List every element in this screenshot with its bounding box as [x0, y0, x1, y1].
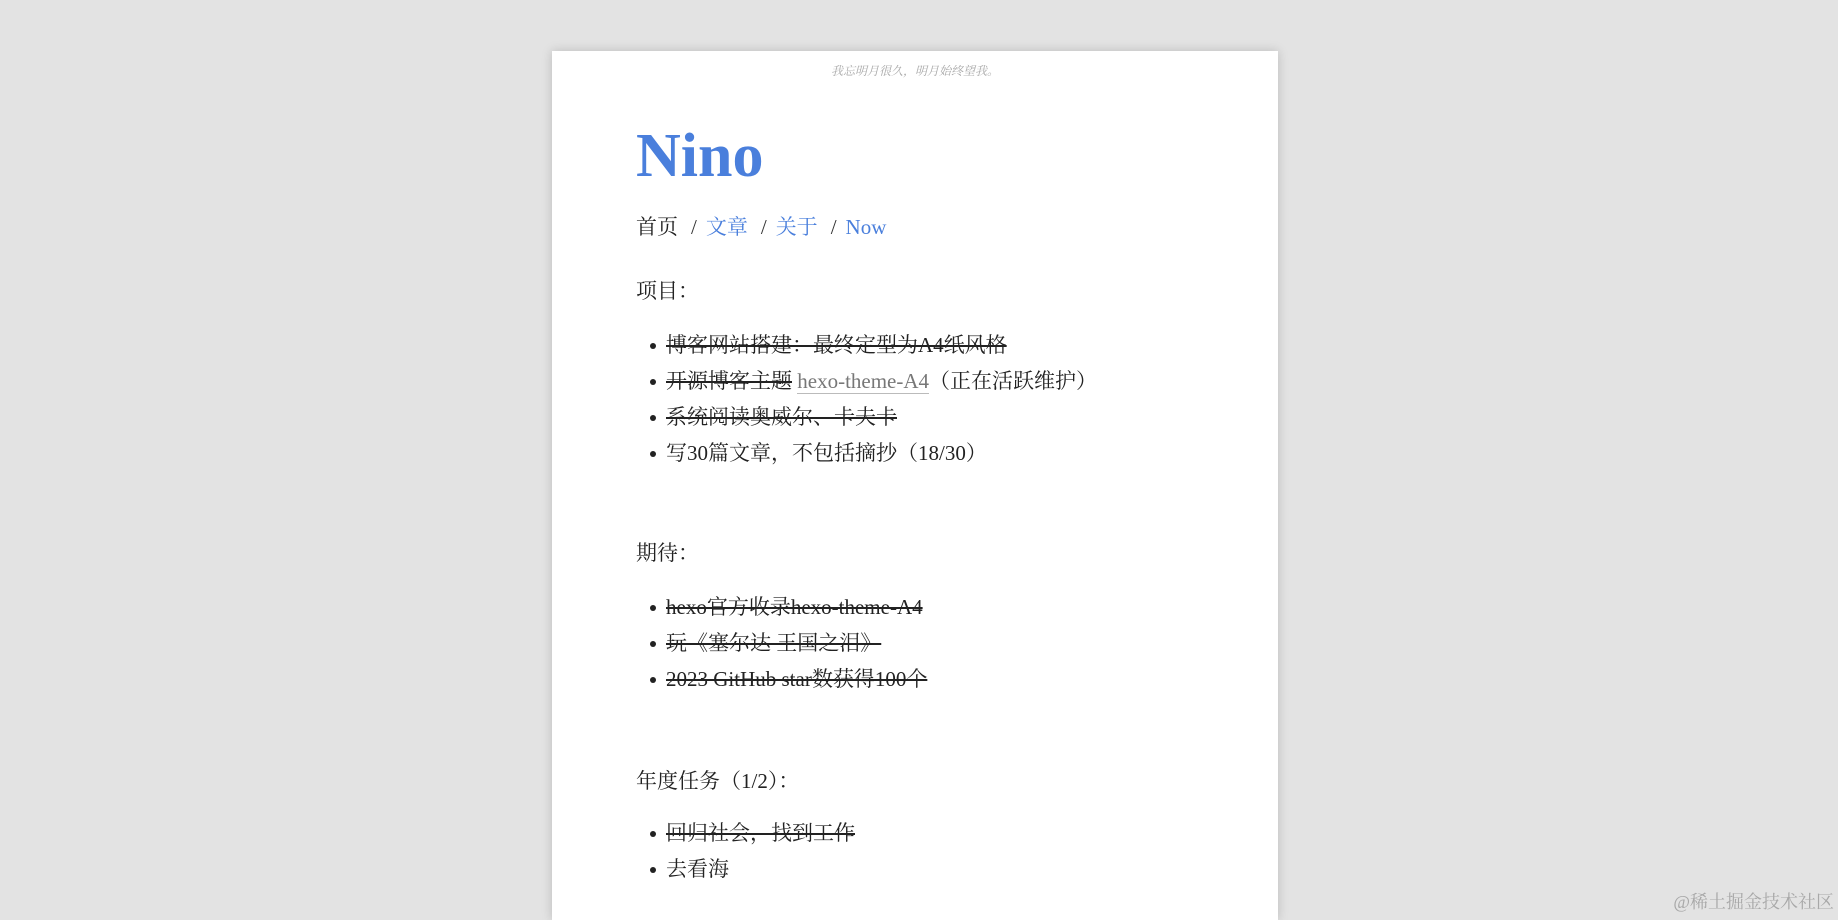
hexo-theme-link[interactable]: hexo-theme-A4: [797, 369, 930, 393]
list-item-text: 玩《塞尔达 王国之泪》: [666, 631, 882, 655]
nav-item-articles[interactable]: 文章: [705, 215, 748, 239]
nav-separator: /: [760, 215, 767, 239]
nav-item-home[interactable]: 首页: [636, 215, 678, 239]
paper-page: [552, 51, 1278, 920]
nav-separator: /: [830, 215, 837, 239]
expectations-list: [636, 589, 1236, 697]
section-heading-expectations: 期待：: [636, 541, 699, 565]
list-item: [666, 363, 1236, 399]
main-content: [636, 121, 1236, 887]
section-heading-annual-tasks: 年度任务（1/2）：: [636, 769, 800, 793]
watermark: @稀土掘金技术社区: [1673, 892, 1834, 912]
list-item: [666, 589, 1236, 625]
site-title[interactable]: Nino: [636, 122, 764, 190]
annual-tasks-list: [636, 815, 1236, 887]
list-item: [666, 815, 1236, 851]
list-item-text: 博客网站搭建：最终定型为A4纸风格: [666, 333, 1007, 357]
list-item-text: 开源博客主题: [666, 369, 792, 393]
list-item: [666, 399, 1236, 435]
nav-separator: /: [691, 215, 697, 239]
list-item-text: 系统阅读奥威尔、卡夫卡: [666, 405, 897, 429]
nav-bar: [636, 213, 1236, 241]
list-item-text: 2023 GitHub star数获得100个: [666, 667, 928, 691]
projects-list: [636, 327, 1236, 471]
list-item-text: 去看海: [666, 857, 729, 881]
list-item-text: 写30篇文章，不包括摘抄（18/30）: [666, 441, 987, 465]
list-item: [666, 327, 1236, 363]
section-heading-projects: 项目：: [636, 279, 699, 303]
list-item: [666, 435, 1236, 471]
list-item: [666, 661, 1236, 697]
list-item-text: hexo官方收录hexo-theme-A4: [666, 595, 923, 619]
motto-text: 我忘明月很久，明月始终望我。: [830, 64, 999, 78]
list-item: [666, 851, 1236, 887]
list-item-text: 回归社会，找到工作: [666, 821, 855, 845]
nav-item-now[interactable]: Now: [845, 215, 887, 239]
list-item-note: （正在活跃维护）: [929, 369, 1098, 393]
list-item: [666, 625, 1236, 661]
nav-item-about[interactable]: 关于: [775, 215, 818, 239]
